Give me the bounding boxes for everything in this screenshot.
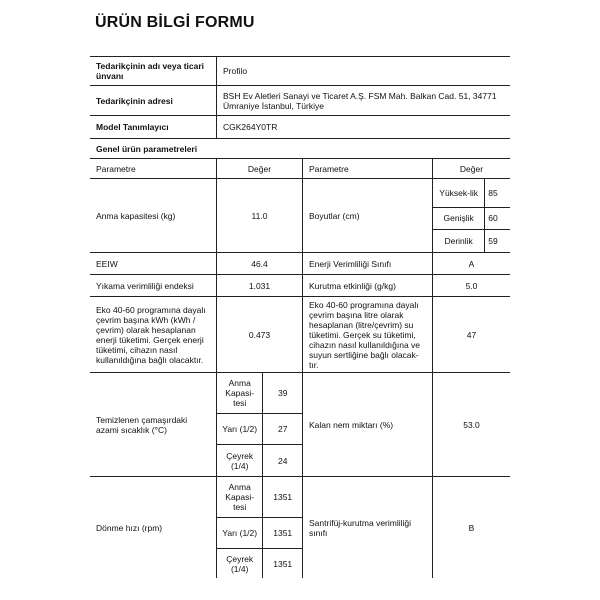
wash-efficiency-value: 1.031 [216, 275, 302, 296]
supplier-name-value: Profilo [216, 57, 510, 85]
width-value: 60 [484, 208, 510, 230]
supplier-address-value: BSH Ev Aletleri Sanayi ve Ticaret A.Ş. FSM Mah. Balkan Cad. 51, 34771 Ümraniye İstanbul, Türkiye [216, 86, 510, 115]
spin-quarter-label: Çeyrek (1/4) [226, 553, 254, 574]
eco-energy-label: Eko 40-60 programına dayalı çevrim başına kWh (kWh / çevrim) olarak hesaplanan enerji tüketimi. Gerçek enerji tüketimi, cihazın nasıl kullanıldığına bağlı olacaktır. [96, 304, 206, 365]
temp-quarter-label: Çeyrek (1/4) [226, 450, 254, 471]
table-row [90, 296, 510, 372]
table-row [90, 115, 510, 138]
eeiw-label: EEIW [96, 258, 118, 269]
spin-rated-value: 1351 [262, 477, 302, 517]
table-row [90, 138, 510, 158]
dimensions-values [432, 179, 510, 252]
temperature-label: Temizlenen çamaşırdaki azami sıcaklık (°C) [96, 414, 188, 435]
temp-rated-value: 39 [262, 373, 302, 413]
dimensions-label: Boyutlar (cm) [302, 179, 432, 252]
header-parameter: Parametre [96, 163, 136, 174]
supplier-address-label: Tedarikçinin adresi [96, 95, 173, 106]
spin-rated-label: Anma Kapasi-tesi [225, 481, 255, 512]
section-heading: Genel ürün parametreleri [96, 143, 198, 154]
spin-quarter-value: 1351 [262, 549, 302, 578]
eco-water-value: 47 [432, 297, 510, 372]
table-row [90, 178, 510, 252]
eco-water-label: Eko 40-60 programına dayalı çevrim başına litre olarak hesaplanan (litre/çevrim) su tüketimi. Gerçek su tüketimi, cihazın nasıl kullanıldığına ve suyun sertliğine bağlı olacak-tır. [302, 297, 432, 372]
spin-speed-values [216, 477, 302, 578]
width-label: Genişlik [443, 213, 474, 224]
table-row [90, 56, 510, 85]
temp-rated-label: Anma Kapasi-tesi [225, 377, 255, 408]
temp-half-value: 27 [262, 414, 302, 445]
temp-half-label: Yarı (1/2) [222, 423, 258, 434]
table-row [90, 274, 510, 296]
header-value: Değer [216, 159, 302, 178]
page-title: ÜRÜN BİLGİ FORMU [95, 14, 255, 31]
spin-drying-class-label: Santrifüj-kurutma verimliliği sınıfı [302, 477, 432, 578]
temperature-values [216, 373, 302, 476]
moisture-value: 53.0 [432, 373, 510, 476]
energy-class-label: Enerji Verimliliği Sınıfı [302, 253, 432, 274]
temp-quarter-value: 24 [262, 445, 302, 476]
wash-efficiency-label: Yıkama verimliliği endeksi [96, 280, 194, 291]
header-parameter: Parametre [302, 159, 432, 178]
info-table [90, 56, 510, 578]
table-header-row [90, 158, 510, 178]
model-label: Model Tanımlayıcı [96, 122, 169, 132]
table-row [90, 85, 510, 115]
table-row [90, 252, 510, 274]
spin-half-value: 1351 [262, 518, 302, 549]
spin-speed-label: Dönme hızı (rpm) [96, 522, 163, 533]
supplier-name-label: Tedarikçinin adı veya ticari ünvanı [96, 61, 205, 81]
eco-energy-value: 0.473 [216, 297, 302, 372]
dry-efficiency-value: 5.0 [432, 275, 510, 296]
energy-class-value: A [432, 253, 510, 274]
model-value: CGK264Y0TR [216, 116, 510, 138]
eeiw-value: 46.4 [216, 253, 302, 274]
capacity-value: 11.0 [216, 179, 302, 252]
moisture-label: Kalan nem miktarı (%) [302, 373, 432, 476]
depth-value: 59 [484, 230, 510, 252]
table-row [90, 476, 510, 578]
dry-efficiency-label: Kurutma etkinliği (g/kg) [302, 275, 432, 296]
height-label: Yüksek-lik [439, 187, 479, 198]
table-row [90, 372, 510, 476]
depth-label: Derinlik [444, 236, 473, 247]
header-value: Değer [432, 159, 510, 178]
spin-half-label: Yarı (1/2) [222, 527, 258, 538]
capacity-label: Anma kapasitesi (kg) [96, 210, 176, 221]
spin-drying-class-value: B [432, 477, 510, 578]
height-value: 85 [484, 179, 510, 207]
